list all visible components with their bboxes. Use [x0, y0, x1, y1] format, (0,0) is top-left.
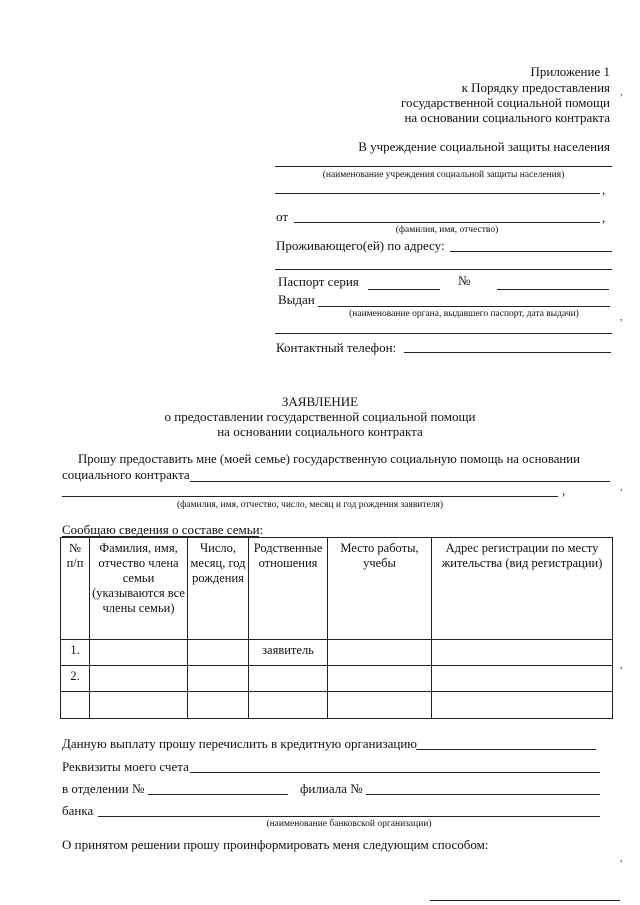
credit-org-label: Данную выплату прошу перечислить в кредитную организацию [62, 736, 418, 751]
institution-line[interactable] [275, 166, 612, 167]
col-header-workplace: Место работы, учебы [328, 538, 432, 640]
branch-field[interactable] [148, 794, 288, 795]
cell-relation: заявитель [249, 640, 328, 666]
phone-field[interactable] [404, 352, 611, 353]
issued-field-2[interactable] [275, 333, 612, 334]
cell-address[interactable] [432, 640, 613, 666]
issued-label: Выдан [278, 292, 315, 307]
fio-caption: (фамилия, имя, отчество) [395, 225, 499, 235]
social-contract-field[interactable] [190, 481, 610, 482]
doc-title: ЗАЯВЛЕНИЕ [281, 394, 359, 409]
cell-number: 1. [61, 640, 90, 666]
notify-label: О принятом решении прошу проинформировать меня следующим способом: [62, 837, 489, 852]
address-field-2[interactable] [275, 269, 612, 270]
issued-field[interactable] [318, 306, 610, 307]
fio-field[interactable] [294, 222, 600, 223]
account-field[interactable] [190, 772, 600, 773]
applicant-field[interactable] [62, 496, 558, 497]
cell-workplace[interactable] [328, 692, 432, 719]
cell-relation[interactable] [249, 692, 328, 719]
address-label: Проживающего(ей) по адресу: [276, 238, 445, 253]
cell-fio[interactable] [90, 640, 188, 666]
doc-subtitle-1: о предоставлении государственной социальной помощи [164, 409, 476, 424]
family-intro: Сообщаю сведения о составе семьи: [62, 522, 264, 537]
filial-field[interactable] [366, 794, 600, 795]
passport-number-label: № [458, 273, 471, 288]
appendix-line-2: к Порядку предоставления [461, 80, 610, 95]
family-table [60, 537, 613, 719]
institution-caption: (наименование учреждения социальной защиты населения) [322, 170, 565, 180]
account-label: Реквизиты моего счета [62, 759, 189, 774]
cell-relation[interactable] [249, 666, 328, 692]
cell-workplace[interactable] [328, 666, 432, 692]
phone-label: Контактный телефон: [276, 340, 397, 355]
institution-line-2[interactable] [275, 193, 600, 194]
passport-number-field[interactable] [497, 289, 609, 290]
branch-label: в отделении № [62, 781, 145, 796]
cell-birthdate[interactable] [188, 640, 249, 666]
appendix-line-3: государственной социальной помощи [401, 95, 610, 110]
to-institution: В учреждение социальной защиты населения [358, 139, 610, 154]
cell-workplace[interactable] [328, 640, 432, 666]
cell-address[interactable] [432, 692, 613, 719]
request-line-1: Прошу предоставить мне (моей семье) государственную социальную помощь на основании [78, 452, 580, 466]
cell-birthdate[interactable] [188, 692, 249, 719]
issued-caption: (наименование органа, выдавшего паспорт, дата выдачи) [349, 309, 579, 319]
cell-address[interactable] [432, 666, 613, 692]
appendix-line-1: Приложение 1 [530, 64, 610, 79]
col-header-birthdate: Число, месяц, год рождения [188, 538, 249, 640]
col-header-relation: Родственные отношения [249, 538, 328, 640]
appendix-line-4: на основании социального контракта [404, 110, 610, 125]
cell-fio[interactable] [90, 666, 188, 692]
col-header-fio: Фамилия, имя, отчество члена семьи (указываются все члены семьи) [90, 538, 188, 640]
from-label: от [276, 209, 289, 224]
passport-series-field[interactable] [368, 289, 440, 290]
bank-caption: (наименование банковской организации) [266, 819, 432, 829]
table-row [61, 640, 613, 666]
cell-number [61, 692, 90, 719]
table-row [61, 692, 613, 719]
col-header-address: Адрес регистрации по месту жительства (вид регистрации) [432, 538, 613, 640]
col-header-number: № п/п [61, 538, 90, 640]
cell-birthdate[interactable] [188, 666, 249, 692]
request-line-2: социального контракта [62, 467, 190, 482]
table-header-row [61, 538, 613, 640]
bank-field[interactable] [98, 816, 600, 817]
doc-subtitle-2: на основании социального контракта [217, 424, 423, 439]
cell-number: 2. [61, 666, 90, 692]
passport-series-label: Паспорт серия [278, 274, 359, 289]
bank-label: банка [62, 803, 94, 818]
address-field[interactable] [450, 251, 612, 252]
filial-label: филиала № [300, 781, 363, 796]
credit-org-field[interactable] [416, 749, 596, 750]
cell-fio[interactable] [90, 692, 188, 719]
table-row [61, 666, 613, 692]
applicant-caption: (фамилия, имя, отчество, число, месяц и год рождения заявителя) [176, 500, 444, 510]
